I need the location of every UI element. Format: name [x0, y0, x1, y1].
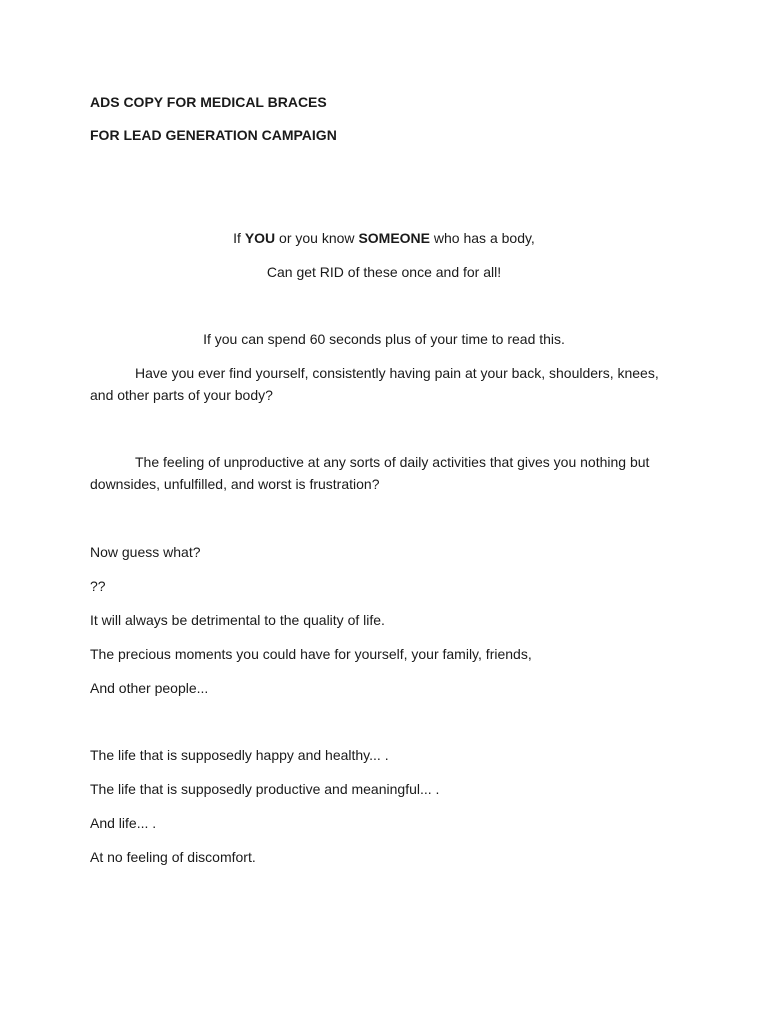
hook-text-1: If	[233, 230, 245, 246]
paragraph-pain: Have you ever find yourself, consistently having pain at your back, shoulders, knees, and other parts of your body?	[90, 365, 659, 403]
line-and-life: And life... .	[90, 815, 157, 831]
hook-line-2: Can get RID of these once and for all!	[266, 264, 502, 280]
doc-heading-1: ADS COPY FOR MEDICAL BRACES	[90, 94, 327, 110]
line-question-marks: ??	[90, 578, 106, 594]
line-detrimental: It will always be detrimental to the quality of life.	[90, 612, 385, 628]
hook-text-2: or you know	[275, 230, 359, 246]
paragraph-unproductive: The feeling of unproductive at any sorts of daily activities that gives you nothing but downsides, unfulfilled, and worst is frustration?	[90, 454, 650, 492]
hook-text-3: who has a body,	[430, 230, 535, 246]
doc-heading-2: FOR LEAD GENERATION CAMPAIGN	[90, 127, 337, 143]
line-happy: The life that is supposedly happy and healthy... .	[90, 747, 389, 763]
line-other-people: And other people...	[90, 680, 209, 696]
intro-line: If you can spend 60 seconds plus of your time to read this.	[203, 331, 565, 347]
line-guess: Now guess what?	[90, 544, 201, 560]
hook-someone: SOMEONE	[358, 230, 431, 246]
line-discomfort: At no feeling of discomfort.	[90, 849, 256, 865]
hook-you: YOU	[244, 230, 276, 246]
hook-line-1	[0, 229, 768, 247]
line-precious: The precious moments you could have for yourself, your family, friends,	[90, 646, 532, 662]
line-productive: The life that is supposedly productive and meaningful... .	[90, 781, 440, 797]
